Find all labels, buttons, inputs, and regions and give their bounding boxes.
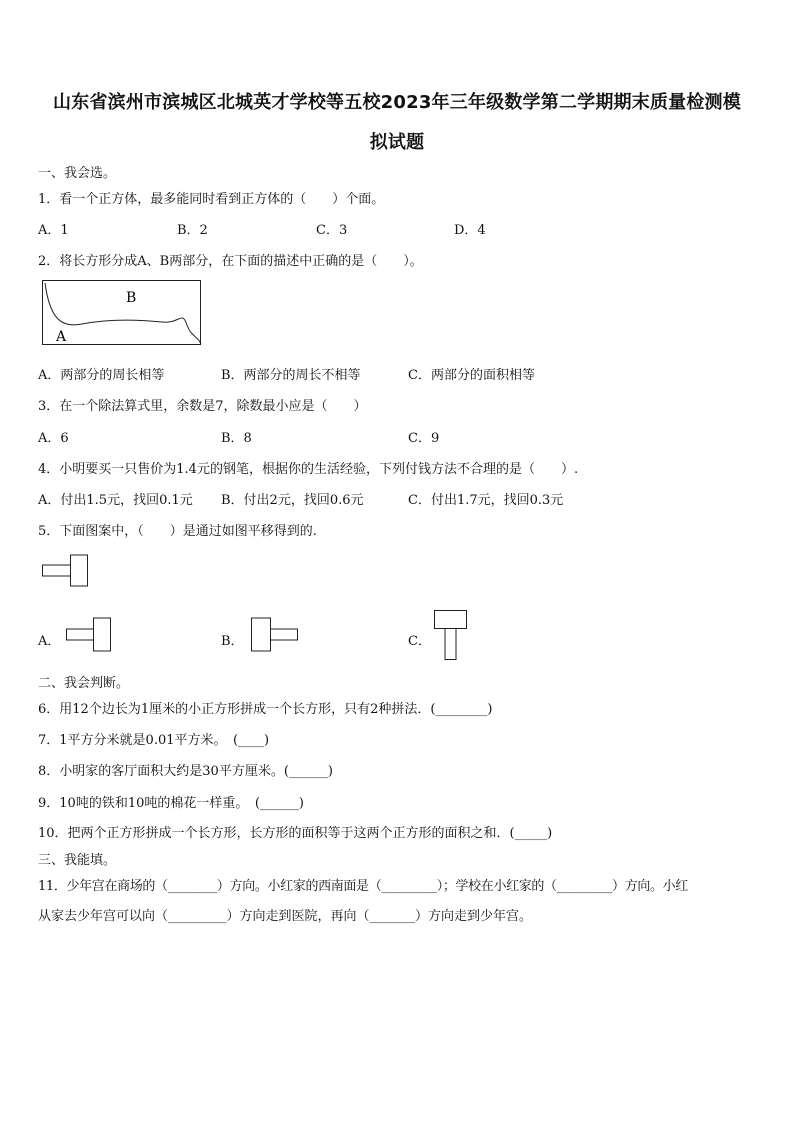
question-6: 6．用12个边长为1厘米的小正方形拼成一个长方形，只有2种拼法．(________) bbox=[38, 702, 493, 717]
question-9: 9．10吨的铁和10吨的棉花一样重。 (______) bbox=[38, 796, 304, 811]
question-11-line-2: 从家去少年宫可以向（_________）方向走到医院，再向（_______）方向走到少年宫。 bbox=[38, 909, 533, 924]
q5-option-a-shape[interactable] bbox=[66, 617, 116, 653]
q1-option-b[interactable]: B．2 bbox=[177, 223, 208, 238]
q2-option-b[interactable]: B．两部分的周长不相等 bbox=[221, 368, 361, 383]
q5-option-c-shape[interactable] bbox=[434, 610, 474, 662]
q2-label-b: B bbox=[126, 290, 137, 306]
question-1: 1．看一个正方体，最多能同时看到正方体的（ ）个面。 bbox=[38, 192, 385, 207]
question-2: 2．将长方形分成A、B两部分，在下面的描述中正确的是（ ）。 bbox=[38, 254, 423, 269]
q5-option-b-shape[interactable] bbox=[251, 617, 301, 653]
q5-option-b[interactable]: B． bbox=[221, 634, 244, 649]
q2-rectangle-figure bbox=[42, 280, 202, 346]
question-5: 5．下面图案中，（ ）是通过如图平移得到的. bbox=[38, 524, 317, 539]
q3-option-c[interactable]: C．9 bbox=[408, 431, 440, 446]
title-line-1: 山东省滨州市滨城区北城英才学校等五校2023年三年级数学第二学期期末质量检测模 bbox=[53, 92, 741, 113]
q5-reference-shape bbox=[42, 554, 92, 588]
question-3: 3．在一个除法算式里，余数是7，除数最小应是（ ） bbox=[38, 399, 367, 414]
section-3-heading: 三、我能填。 bbox=[38, 853, 117, 868]
question-7: 7．1平方分米就是0.01平方米。 (____) bbox=[38, 733, 270, 748]
q2-option-c[interactable]: C．两部分的面积相等 bbox=[408, 368, 535, 383]
question-4: 4．小明要买一只售价为1.4元的钢笔，根据你的生活经验，下列付钱方法不合理的是（ ）. bbox=[38, 462, 579, 477]
q1-option-c[interactable]: C．3 bbox=[316, 223, 348, 238]
q5-option-c[interactable]: C． bbox=[408, 634, 431, 649]
q4-option-b[interactable]: B．付出2元，找回0.6元 bbox=[221, 493, 364, 508]
question-11-line-1: 11．少年宫在商场的（________）方向。小红家的西南面是（_________）；学校在小红家的（_________）方向。小红 bbox=[38, 879, 688, 894]
q3-option-b[interactable]: B．8 bbox=[221, 431, 252, 446]
section-2-heading: 二、我会判断。 bbox=[38, 676, 130, 691]
question-10: 10．把两个正方形拼成一个长方形，长方形的面积等于这两个正方形的面积之和．(_____) bbox=[38, 826, 553, 841]
question-8: 8．小明家的客厅面积大约是30平方厘米。(______) bbox=[38, 764, 333, 779]
q3-option-a[interactable]: A．6 bbox=[38, 431, 69, 446]
q5-option-a[interactable]: A． bbox=[38, 634, 61, 649]
title-line-2: 拟试题 bbox=[369, 132, 425, 153]
section-1-heading: 一、我会选。 bbox=[38, 166, 117, 181]
q1-option-a[interactable]: A．1 bbox=[38, 223, 69, 238]
q2-label-a: A bbox=[56, 329, 67, 345]
q4-option-a[interactable]: A．付出1.5元，找回0.1元 bbox=[38, 493, 193, 508]
q2-option-a[interactable]: A．两部分的周长相等 bbox=[38, 368, 165, 383]
q1-option-d[interactable]: D．4 bbox=[454, 223, 486, 238]
q4-option-c[interactable]: C．付出1.7元，找回0.3元 bbox=[408, 493, 564, 508]
